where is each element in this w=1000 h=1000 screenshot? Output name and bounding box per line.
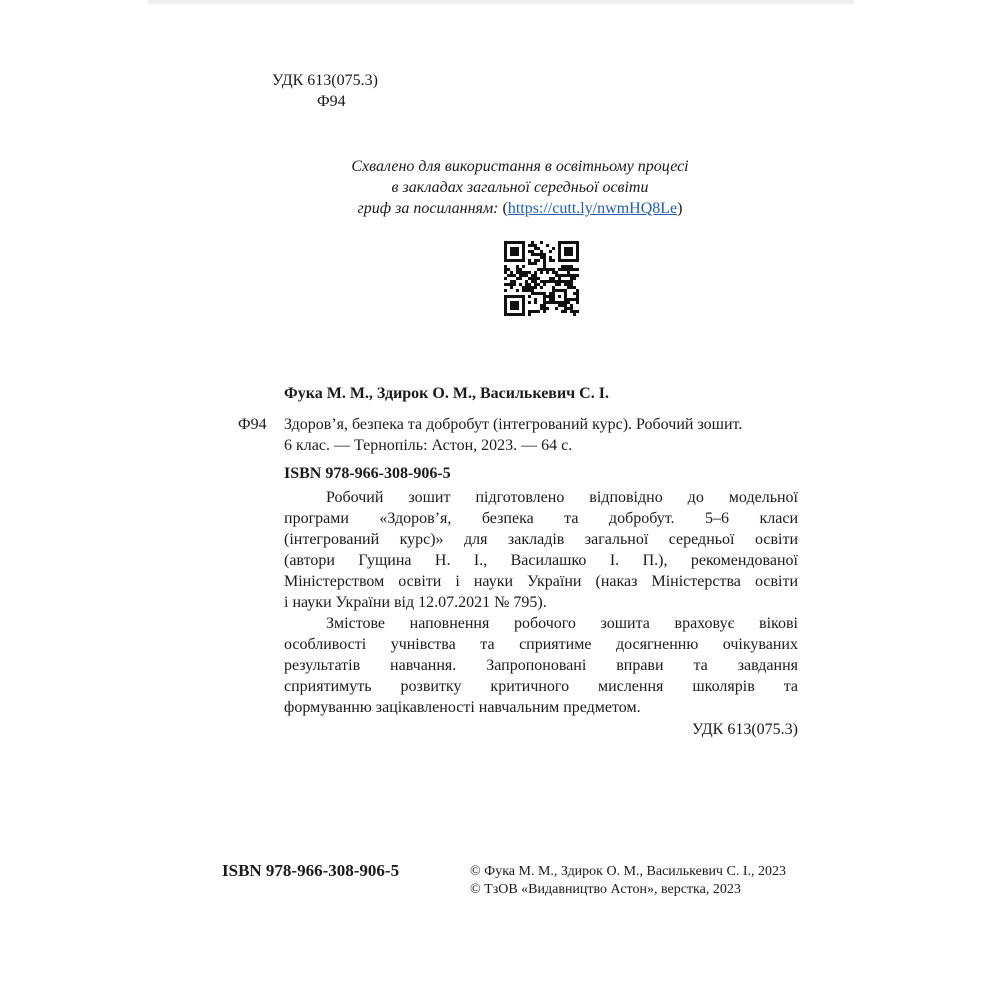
book-title-line-1: Здоров’я, безпека та добробут (інтегрований курс). Робочий зошит. bbox=[284, 416, 743, 433]
abstract-p2-line-1: Змістове наповнення робочого зошита враховує вікові bbox=[326, 615, 798, 632]
authors: Фука М. М., Здирок О. М., Василькевич С. І. bbox=[284, 385, 609, 402]
abstract-p2-line-3: результатів навчання. Запропоновані вправи та завдання bbox=[284, 657, 798, 674]
abstract-p1-line-3: (інтегрований курс)» для закладів загальної середньої освіти bbox=[284, 531, 798, 548]
approval-line-1: Схвалено для використання в освітньому процесі bbox=[351, 158, 689, 175]
udc-code: УДК 613(075.3) bbox=[272, 72, 378, 89]
abstract-p1-line-1: Робочий зошит підготовлено відповідно до модельної bbox=[326, 489, 798, 506]
approval-paren-open: ( bbox=[502, 200, 508, 217]
approval-link[interactable]: https://cutt.ly/nwmHQ8Le bbox=[507, 200, 678, 217]
udc-cutter: Ф94 bbox=[317, 93, 346, 110]
abstract-p1-line-5: Міністерством освіти і науки України (наказ Міністерства освіти bbox=[284, 573, 798, 590]
abstract-p2-line-5: формуванню зацікавленості навчальним предметом. bbox=[284, 699, 641, 716]
abstract-udc: УДК 613(075.3) bbox=[692, 721, 798, 738]
copyright-authors: © Фука М. М., Здирок О. М., Василькевич С. І., 2023 bbox=[470, 864, 786, 879]
abstract-p1-line-4: (автори Гущина Н. І., Василашко І. П.), рекомендованої bbox=[284, 552, 798, 569]
approval-paren-close: ) bbox=[677, 200, 683, 217]
book-title-line-2: 6 клас. — Тернопіль: Астон, 2023. — 64 с. bbox=[284, 437, 573, 454]
page-top-edge bbox=[148, 0, 854, 4]
approval-line-2: в закладах загальної середньої освіти bbox=[391, 179, 649, 196]
copyright-publisher: © ТзОВ «Видавництво Астон», верстка, 2023 bbox=[470, 882, 741, 897]
qr-code-icon[interactable] bbox=[504, 241, 579, 316]
abstract-p2-line-2: особливості учнівства та сприятиме досягненню очікуваних bbox=[284, 636, 798, 653]
approval-prefix: гриф за посиланням: bbox=[357, 200, 503, 217]
footer-isbn: ISBN 978-966-308-906-5 bbox=[222, 861, 400, 880]
approval-line-3 bbox=[290, 198, 750, 219]
isbn: ISBN 978-966-308-906-5 bbox=[284, 465, 451, 482]
abstract-p2-line-4: сприятимуть розвитку критичного мислення школярів та bbox=[284, 678, 798, 695]
bib-cutter: Ф94 bbox=[238, 416, 267, 433]
abstract-p1-line-2: програми «Здоров’я, безпека та добробут. 5–6 класи bbox=[284, 510, 798, 527]
abstract-p1-line-6: і науки України від 12.07.2021 № 795). bbox=[284, 594, 547, 611]
